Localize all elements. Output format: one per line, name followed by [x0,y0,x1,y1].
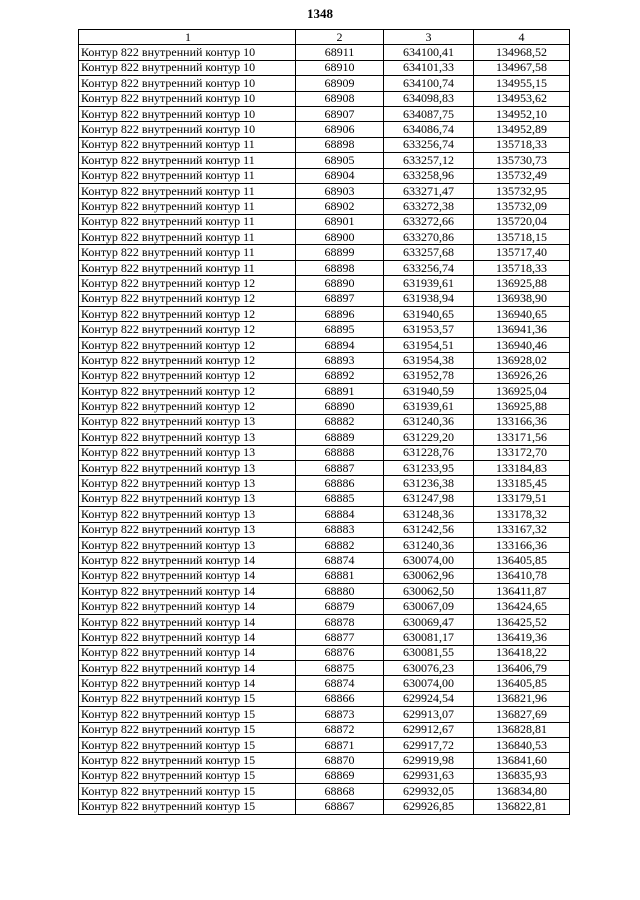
y-coordinate-cell: 135718,33 [474,260,570,275]
table-row [79,784,570,799]
x-coordinate-cell: 633271,47 [384,183,474,198]
contour-name-cell: Контур 822 внутренний контур 15 [79,799,296,814]
y-coordinate-cell: 133179,51 [474,491,570,506]
contour-name-cell: Контур 822 внутренний контур 11 [79,230,296,245]
y-coordinate-cell: 135732,09 [474,199,570,214]
table-row [79,630,570,645]
x-coordinate-cell: 633256,74 [384,260,474,275]
contour-name-cell: Контур 822 внутренний контур 12 [79,291,296,306]
y-coordinate-cell: 136840,53 [474,737,570,752]
point-number-cell: 68868 [296,784,384,799]
y-coordinate-cell: 136827,69 [474,707,570,722]
point-number-cell: 68870 [296,753,384,768]
x-coordinate-cell: 630067,09 [384,599,474,614]
y-coordinate-cell: 136405,85 [474,676,570,691]
table-row [79,230,570,245]
point-number-cell: 68887 [296,460,384,475]
contour-name-cell: Контур 822 внутренний контур 10 [79,76,296,91]
y-coordinate-cell: 135732,95 [474,183,570,198]
table-row [79,245,570,260]
contour-name-cell: Контур 822 внутренний контур 12 [79,383,296,398]
contour-name-cell: Контур 822 внутренний контур 11 [79,245,296,260]
y-coordinate-cell: 135720,04 [474,214,570,229]
contour-name-cell: Контур 822 внутренний контур 14 [79,661,296,676]
y-coordinate-cell: 136406,79 [474,661,570,676]
x-coordinate-cell: 631954,38 [384,353,474,368]
table-row [79,368,570,383]
y-coordinate-cell: 136941,36 [474,322,570,337]
y-coordinate-cell: 136841,60 [474,753,570,768]
table-row [79,383,570,398]
y-coordinate-cell: 136424,65 [474,599,570,614]
point-number-cell: 68906 [296,122,384,137]
y-coordinate-cell: 136925,88 [474,399,570,414]
x-coordinate-cell: 631954,51 [384,337,474,352]
table-row [79,799,570,814]
x-coordinate-cell: 631952,78 [384,368,474,383]
y-coordinate-cell: 136822,81 [474,799,570,814]
contour-name-cell: Контур 822 внутренний контур 10 [79,106,296,121]
contour-name-cell: Контур 822 внутренний контур 11 [79,214,296,229]
contour-name-cell: Контур 822 внутренний контур 10 [79,91,296,106]
x-coordinate-cell: 633272,38 [384,199,474,214]
point-number-cell: 68904 [296,168,384,183]
contour-name-cell: Контур 822 внутренний контур 14 [79,568,296,583]
contour-name-cell: Контур 822 внутренний контур 14 [79,645,296,660]
point-number-cell: 68898 [296,137,384,152]
x-coordinate-cell: 631233,95 [384,460,474,475]
table-row [79,45,570,60]
x-coordinate-cell: 631242,56 [384,522,474,537]
contour-name-cell: Контур 822 внутренний контур 13 [79,445,296,460]
x-coordinate-cell: 629917,72 [384,737,474,752]
point-number-cell: 68907 [296,106,384,121]
contour-name-cell: Контур 822 внутренний контур 10 [79,122,296,137]
x-coordinate-cell: 629931,63 [384,768,474,783]
contour-name-cell: Контур 822 внутренний контур 14 [79,553,296,568]
contour-name-cell: Контур 822 внутренний контур 15 [79,691,296,706]
table-row [79,291,570,306]
point-number-cell: 68895 [296,322,384,337]
x-coordinate-cell: 633272,66 [384,214,474,229]
contour-name-cell: Контур 822 внутренний контур 13 [79,460,296,475]
contour-name-cell: Контур 822 внутренний контур 12 [79,353,296,368]
table-row [79,60,570,75]
x-coordinate-cell: 633257,12 [384,153,474,168]
contour-name-cell: Контур 822 внутренний контур 13 [79,522,296,537]
contour-name-cell: Контур 822 внутренний контур 14 [79,676,296,691]
table-body [79,45,570,815]
point-number-cell: 68910 [296,60,384,75]
point-number-cell: 68884 [296,507,384,522]
contour-name-cell: Контур 822 внутренний контур 13 [79,476,296,491]
table-row [79,645,570,660]
x-coordinate-cell: 633258,96 [384,168,474,183]
y-coordinate-cell: 133172,70 [474,445,570,460]
y-coordinate-cell: 136410,78 [474,568,570,583]
x-coordinate-cell: 634101,33 [384,60,474,75]
x-coordinate-cell: 630062,96 [384,568,474,583]
point-number-cell: 68866 [296,691,384,706]
table-row [79,322,570,337]
y-coordinate-cell: 135732,49 [474,168,570,183]
table-row [79,183,570,198]
y-coordinate-cell: 135718,33 [474,137,570,152]
point-number-cell: 68873 [296,707,384,722]
y-coordinate-cell: 133166,36 [474,414,570,429]
point-number-cell: 68911 [296,45,384,60]
table-row [79,553,570,568]
y-coordinate-cell: 136405,85 [474,553,570,568]
x-coordinate-cell: 634098,83 [384,91,474,106]
contour-name-cell: Контур 822 внутренний контур 11 [79,199,296,214]
y-coordinate-cell: 136835,93 [474,768,570,783]
table-row [79,707,570,722]
point-number-cell: 68869 [296,768,384,783]
y-coordinate-cell: 136928,02 [474,353,570,368]
x-coordinate-cell: 629924,54 [384,691,474,706]
table-row [79,122,570,137]
point-number-cell: 68867 [296,799,384,814]
x-coordinate-cell: 634100,74 [384,76,474,91]
table-header-row [79,30,570,45]
x-coordinate-cell: 629912,67 [384,722,474,737]
x-coordinate-cell: 631229,20 [384,430,474,445]
column-header-4: 4 [474,30,570,45]
y-coordinate-cell: 136834,80 [474,784,570,799]
point-number-cell: 68874 [296,676,384,691]
page-number: 1348 [307,6,333,21]
x-coordinate-cell: 634086,74 [384,122,474,137]
point-number-cell: 68893 [296,353,384,368]
table-row [79,460,570,475]
x-coordinate-cell: 630074,00 [384,553,474,568]
table-row [79,91,570,106]
x-coordinate-cell: 631228,76 [384,445,474,460]
x-coordinate-cell: 631953,57 [384,322,474,337]
contour-name-cell: Контур 822 внутренний контур 13 [79,507,296,522]
table-row [79,430,570,445]
contour-name-cell: Контур 822 внутренний контур 12 [79,337,296,352]
y-coordinate-cell: 133166,36 [474,537,570,552]
table-row [79,676,570,691]
table-row [79,691,570,706]
y-coordinate-cell: 136940,46 [474,337,570,352]
table-row [79,199,570,214]
y-coordinate-cell: 133171,56 [474,430,570,445]
point-number-cell: 68874 [296,553,384,568]
point-number-cell: 68908 [296,91,384,106]
table-row [79,153,570,168]
x-coordinate-cell: 633256,74 [384,137,474,152]
table-row [79,276,570,291]
table-row [79,414,570,429]
point-number-cell: 68882 [296,537,384,552]
contour-name-cell: Контур 822 внутренний контур 15 [79,722,296,737]
table-row [79,753,570,768]
x-coordinate-cell: 633270,86 [384,230,474,245]
y-coordinate-cell: 133185,45 [474,476,570,491]
contour-name-cell: Контур 822 внутренний контур 13 [79,414,296,429]
table-row [79,337,570,352]
y-coordinate-cell: 136828,81 [474,722,570,737]
y-coordinate-cell: 134952,10 [474,106,570,121]
x-coordinate-cell: 631940,65 [384,307,474,322]
table-row [79,260,570,275]
table-row [79,568,570,583]
y-coordinate-cell: 135718,15 [474,230,570,245]
table-row [79,307,570,322]
x-coordinate-cell: 629926,85 [384,799,474,814]
point-number-cell: 68886 [296,476,384,491]
point-number-cell: 68900 [296,230,384,245]
table-row [79,522,570,537]
point-number-cell: 68877 [296,630,384,645]
coordinates-table [78,29,570,815]
column-header-2: 2 [296,30,384,45]
table-row [79,106,570,121]
contour-name-cell: Контур 822 внутренний контур 11 [79,137,296,152]
x-coordinate-cell: 629919,98 [384,753,474,768]
x-coordinate-cell: 633257,68 [384,245,474,260]
x-coordinate-cell: 631939,61 [384,399,474,414]
contour-name-cell: Контур 822 внутренний контур 15 [79,768,296,783]
point-number-cell: 68897 [296,291,384,306]
y-coordinate-cell: 136926,26 [474,368,570,383]
x-coordinate-cell: 630062,50 [384,584,474,599]
x-coordinate-cell: 629932,05 [384,784,474,799]
y-coordinate-cell: 136940,65 [474,307,570,322]
point-number-cell: 68883 [296,522,384,537]
x-coordinate-cell: 629913,07 [384,707,474,722]
point-number-cell: 68882 [296,414,384,429]
contour-name-cell: Контур 822 внутренний контур 14 [79,584,296,599]
table-row [79,137,570,152]
y-coordinate-cell: 136925,88 [474,276,570,291]
x-coordinate-cell: 631236,38 [384,476,474,491]
point-number-cell: 68903 [296,183,384,198]
point-number-cell: 68876 [296,645,384,660]
point-number-cell: 68872 [296,722,384,737]
point-number-cell: 68885 [296,491,384,506]
y-coordinate-cell: 136938,90 [474,291,570,306]
contour-name-cell: Контур 822 внутренний контур 12 [79,322,296,337]
point-number-cell: 68879 [296,599,384,614]
point-number-cell: 68905 [296,153,384,168]
x-coordinate-cell: 631240,36 [384,414,474,429]
table-row [79,722,570,737]
contour-name-cell: Контур 822 внутренний контур 15 [79,753,296,768]
contour-name-cell: Контур 822 внутренний контур 12 [79,276,296,291]
contour-name-cell: Контур 822 внутренний контур 13 [79,491,296,506]
x-coordinate-cell: 630081,55 [384,645,474,660]
x-coordinate-cell: 631939,61 [384,276,474,291]
point-number-cell: 68909 [296,76,384,91]
y-coordinate-cell: 136821,96 [474,691,570,706]
table-row [79,476,570,491]
contour-name-cell: Контур 822 внутренний контур 15 [79,784,296,799]
table-row [79,214,570,229]
table-row [79,737,570,752]
point-number-cell: 68901 [296,214,384,229]
point-number-cell: 68880 [296,584,384,599]
table-row [79,445,570,460]
point-number-cell: 68890 [296,276,384,291]
contour-name-cell: Контур 822 внутренний контур 12 [79,307,296,322]
contour-name-cell: Контур 822 внутренний контур 11 [79,168,296,183]
point-number-cell: 68889 [296,430,384,445]
point-number-cell: 68871 [296,737,384,752]
point-number-cell: 68888 [296,445,384,460]
contour-name-cell: Контур 822 внутренний контур 11 [79,260,296,275]
contour-name-cell: Контур 822 внутренний контур 10 [79,60,296,75]
contour-name-cell: Контур 822 внутренний контур 12 [79,368,296,383]
y-coordinate-cell: 135730,73 [474,153,570,168]
y-coordinate-cell: 134967,58 [474,60,570,75]
table-row [79,168,570,183]
y-coordinate-cell: 136425,52 [474,614,570,629]
point-number-cell: 68902 [296,199,384,214]
column-header-3: 3 [384,30,474,45]
y-coordinate-cell: 136418,22 [474,645,570,660]
contour-name-cell: Контур 822 внутренний контур 13 [79,430,296,445]
x-coordinate-cell: 630081,17 [384,630,474,645]
point-number-cell: 68892 [296,368,384,383]
table-row [79,507,570,522]
contour-name-cell: Контур 822 внутренний контур 14 [79,614,296,629]
x-coordinate-cell: 634087,75 [384,106,474,121]
y-coordinate-cell: 135717,40 [474,245,570,260]
table-row [79,537,570,552]
contour-name-cell: Контур 822 внутренний контур 15 [79,707,296,722]
x-coordinate-cell: 631938,94 [384,291,474,306]
table-row [79,584,570,599]
y-coordinate-cell: 133167,32 [474,522,570,537]
y-coordinate-cell: 134953,62 [474,91,570,106]
column-header-1: 1 [79,30,296,45]
point-number-cell: 68881 [296,568,384,583]
point-number-cell: 68898 [296,260,384,275]
point-number-cell: 68890 [296,399,384,414]
table-row [79,768,570,783]
y-coordinate-cell: 133184,83 [474,460,570,475]
contour-name-cell: Контур 822 внутренний контур 13 [79,537,296,552]
x-coordinate-cell: 631248,36 [384,507,474,522]
table-row [79,353,570,368]
contour-name-cell: Контур 822 внутренний контур 14 [79,599,296,614]
y-coordinate-cell: 136419,36 [474,630,570,645]
contour-name-cell: Контур 822 внутренний контур 10 [79,45,296,60]
x-coordinate-cell: 630069,47 [384,614,474,629]
contour-name-cell: Контур 822 внутренний контур 15 [79,737,296,752]
point-number-cell: 68894 [296,337,384,352]
y-coordinate-cell: 134968,52 [474,45,570,60]
table-row [79,661,570,676]
point-number-cell: 68878 [296,614,384,629]
contour-name-cell: Контур 822 внутренний контур 14 [79,630,296,645]
y-coordinate-cell: 136411,87 [474,584,570,599]
contour-name-cell: Контур 822 внутренний контур 11 [79,153,296,168]
x-coordinate-cell: 634100,41 [384,45,474,60]
y-coordinate-cell: 134952,89 [474,122,570,137]
table-row [79,614,570,629]
x-coordinate-cell: 631240,36 [384,537,474,552]
contour-name-cell: Контур 822 внутренний контур 12 [79,399,296,414]
x-coordinate-cell: 630076,23 [384,661,474,676]
table-row [79,76,570,91]
point-number-cell: 68875 [296,661,384,676]
table-row [79,399,570,414]
table-row [79,491,570,506]
point-number-cell: 68896 [296,307,384,322]
y-coordinate-cell: 134955,15 [474,76,570,91]
x-coordinate-cell: 630074,00 [384,676,474,691]
point-number-cell: 68899 [296,245,384,260]
y-coordinate-cell: 133178,32 [474,507,570,522]
x-coordinate-cell: 631940,59 [384,383,474,398]
y-coordinate-cell: 136925,04 [474,383,570,398]
x-coordinate-cell: 631247,98 [384,491,474,506]
contour-name-cell: Контур 822 внутренний контур 11 [79,183,296,198]
point-number-cell: 68891 [296,383,384,398]
table-row [79,599,570,614]
